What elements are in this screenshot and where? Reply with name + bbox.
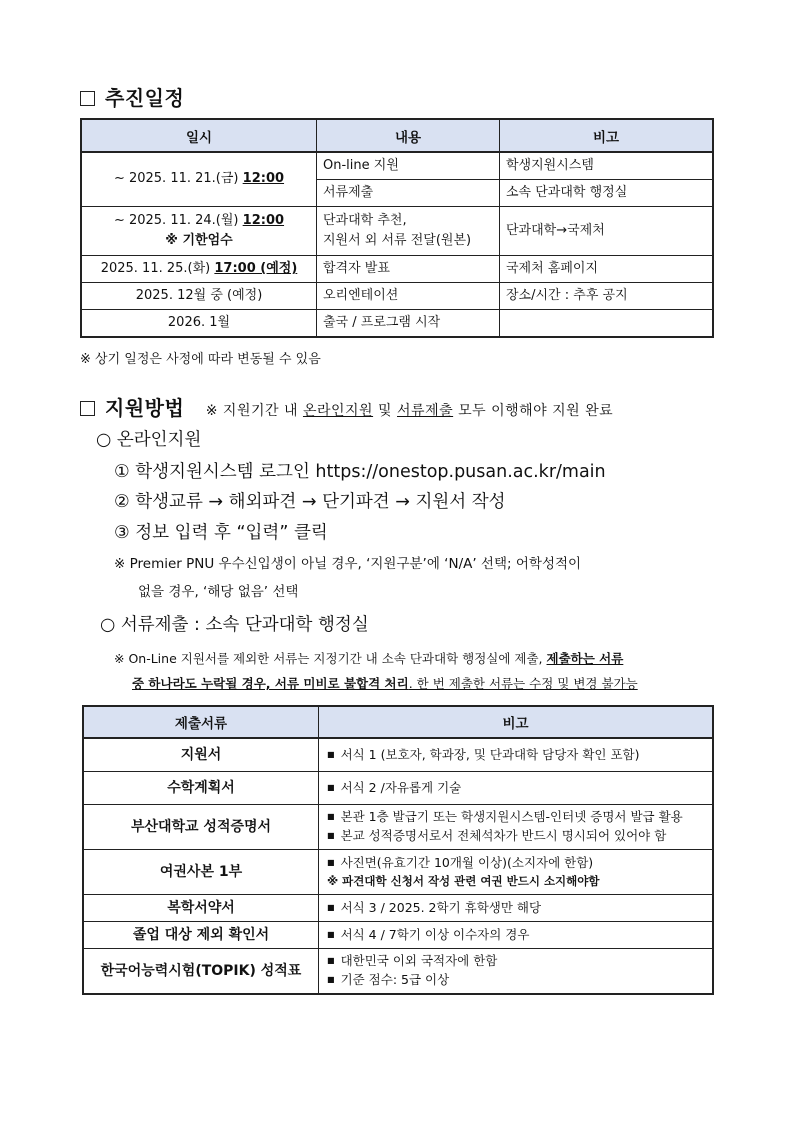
doc-notes: ■ 사진면(유효기간 10개월 이상)(소지자에 한함) ※ 파견대학 신청서 작성 관련 여권 반드시 소지해야함 bbox=[319, 850, 714, 895]
column-header: 제출서류 bbox=[83, 706, 319, 738]
table-row bbox=[81, 207, 713, 256]
table-row bbox=[81, 152, 713, 180]
section-schedule-title: 추진일정 bbox=[80, 82, 184, 111]
doc-name: 복학서약서 bbox=[83, 895, 319, 922]
note-cell: 단과대학→국제처 bbox=[500, 207, 714, 256]
table-row bbox=[83, 805, 713, 850]
doc-name: 한국어능력시험(TOPIK) 성적표 bbox=[83, 949, 319, 995]
doc-notes: ■ 서식 1 (보호자, 학과장, 및 단과대학 담당자 확인 포함) bbox=[319, 738, 714, 772]
table-row bbox=[81, 256, 713, 283]
table-row bbox=[83, 850, 713, 895]
doc-name: 여권사본 1부 bbox=[83, 850, 319, 895]
step-note-line2: 없을 경우, ‘해당 없음’ 선택 bbox=[138, 584, 299, 600]
step-note-line1: ※ Premier PNU 우수신입생이 아닐 경우, ‘지원구분’에 ‘N/A’ 선택; 어학성적이 bbox=[114, 556, 582, 572]
date-cell: 2025. 11. 25.(화) 17:00 (예정) bbox=[81, 256, 317, 283]
schedule-table bbox=[80, 118, 714, 338]
section-apply-title: 지원방법 ※ 지원기간 내 온라인지원 및 서류제출 모두 이행해야 지원 완료 bbox=[80, 392, 613, 421]
doc-notes: ■ 본관 1층 발급기 또는 학생지원시스템-인터넷 증명서 발급 활용 ■ 본교 성적증명서로서 전체석차가 반드시 명시되어 있어야 함 bbox=[319, 805, 714, 850]
table-row bbox=[83, 895, 713, 922]
table-row bbox=[83, 922, 713, 949]
docs-submit-heading: ○ 서류제출 : 소속 단과대학 행정실 bbox=[100, 615, 369, 635]
table-row bbox=[83, 949, 713, 995]
content-cell: 단과대학 추천, 지원서 외 서류 전달(원본) bbox=[317, 207, 500, 256]
docs-submit-note: ※ On-Line 지원서를 제외한 서류는 지정기간 내 소속 단과대학 행정실에 제출, 제출하는 서류 중 하나라도 누락될 경우, 서류 미비로 불합격 처리. 한 번 제출한 서류는 수정 및 변경 불가능 bbox=[114, 651, 638, 691]
doc-name: 지원서 bbox=[83, 738, 319, 772]
note-cell: 국제처 홈페이지 bbox=[500, 256, 714, 283]
date-cell: 2025. 12월 중 (예정) bbox=[81, 283, 317, 310]
date-cell: 2026. 1월 bbox=[81, 310, 317, 338]
date-cell: ~ 2025. 11. 24.(월) 12:00 ※ 기한엄수 bbox=[81, 207, 317, 256]
column-header: 내용 bbox=[317, 119, 500, 152]
date-cell: ~ 2025. 11. 21.(금) 12:00 bbox=[81, 152, 317, 207]
doc-notes: ■ 서식 3 / 2025. 2학기 휴학생만 해당 bbox=[319, 895, 714, 922]
table-row bbox=[81, 283, 713, 310]
step-2: ② 학생교류 → 해외파견 → 단기파견 → 지원서 작성 bbox=[114, 492, 506, 512]
doc-name: 졸업 대상 제외 확인서 bbox=[83, 922, 319, 949]
content-cell: 서류제출 bbox=[317, 180, 500, 207]
step-1: ① 학생지원시스템 로그인 https://onestop.pusan.ac.kr/main bbox=[114, 462, 606, 482]
content-cell: On-line 지원 bbox=[317, 152, 500, 180]
note-cell: 소속 단과대학 행정실 bbox=[500, 180, 714, 207]
column-header: 비고 bbox=[500, 119, 714, 152]
note-cell: 학생지원시스템 bbox=[500, 152, 714, 180]
table-row bbox=[83, 772, 713, 805]
content-cell: 합격자 발표 bbox=[317, 256, 500, 283]
checkbox-square-icon bbox=[80, 401, 95, 416]
note-cell bbox=[500, 310, 714, 338]
column-header: 일시 bbox=[81, 119, 317, 152]
schedule-footnote: ※ 상기 일정은 사정에 따라 변동될 수 있음 bbox=[80, 352, 321, 367]
documents-table bbox=[82, 705, 714, 995]
note-cell: 장소/시간 : 추후 공지 bbox=[500, 283, 714, 310]
apply-title-note: ※ 지원기간 내 온라인지원 및 서류제출 모두 이행해야 지원 완료 bbox=[205, 403, 614, 419]
step-3: ③ 정보 입력 후 “입력” 클릭 bbox=[114, 523, 328, 543]
doc-notes: ■ 서식 4 / 7학기 이상 이수자의 경우 bbox=[319, 922, 714, 949]
doc-name: 부산대학교 성적증명서 bbox=[83, 805, 319, 850]
doc-notes: ■ 서식 2 /자유롭게 기술 bbox=[319, 772, 714, 805]
doc-name: 수학계획서 bbox=[83, 772, 319, 805]
online-apply-heading: ○ 온라인지원 bbox=[96, 430, 202, 450]
content-cell: 출국 / 프로그램 시작 bbox=[317, 310, 500, 338]
table-row bbox=[83, 738, 713, 772]
table-row bbox=[81, 310, 713, 338]
column-header: 비고 bbox=[319, 706, 714, 738]
content-cell: 오리엔테이션 bbox=[317, 283, 500, 310]
doc-notes: ■ 대한민국 이외 국적자에 한함 ■ 기준 점수: 5급 이상 bbox=[319, 949, 714, 995]
checkbox-square-icon bbox=[80, 91, 95, 106]
